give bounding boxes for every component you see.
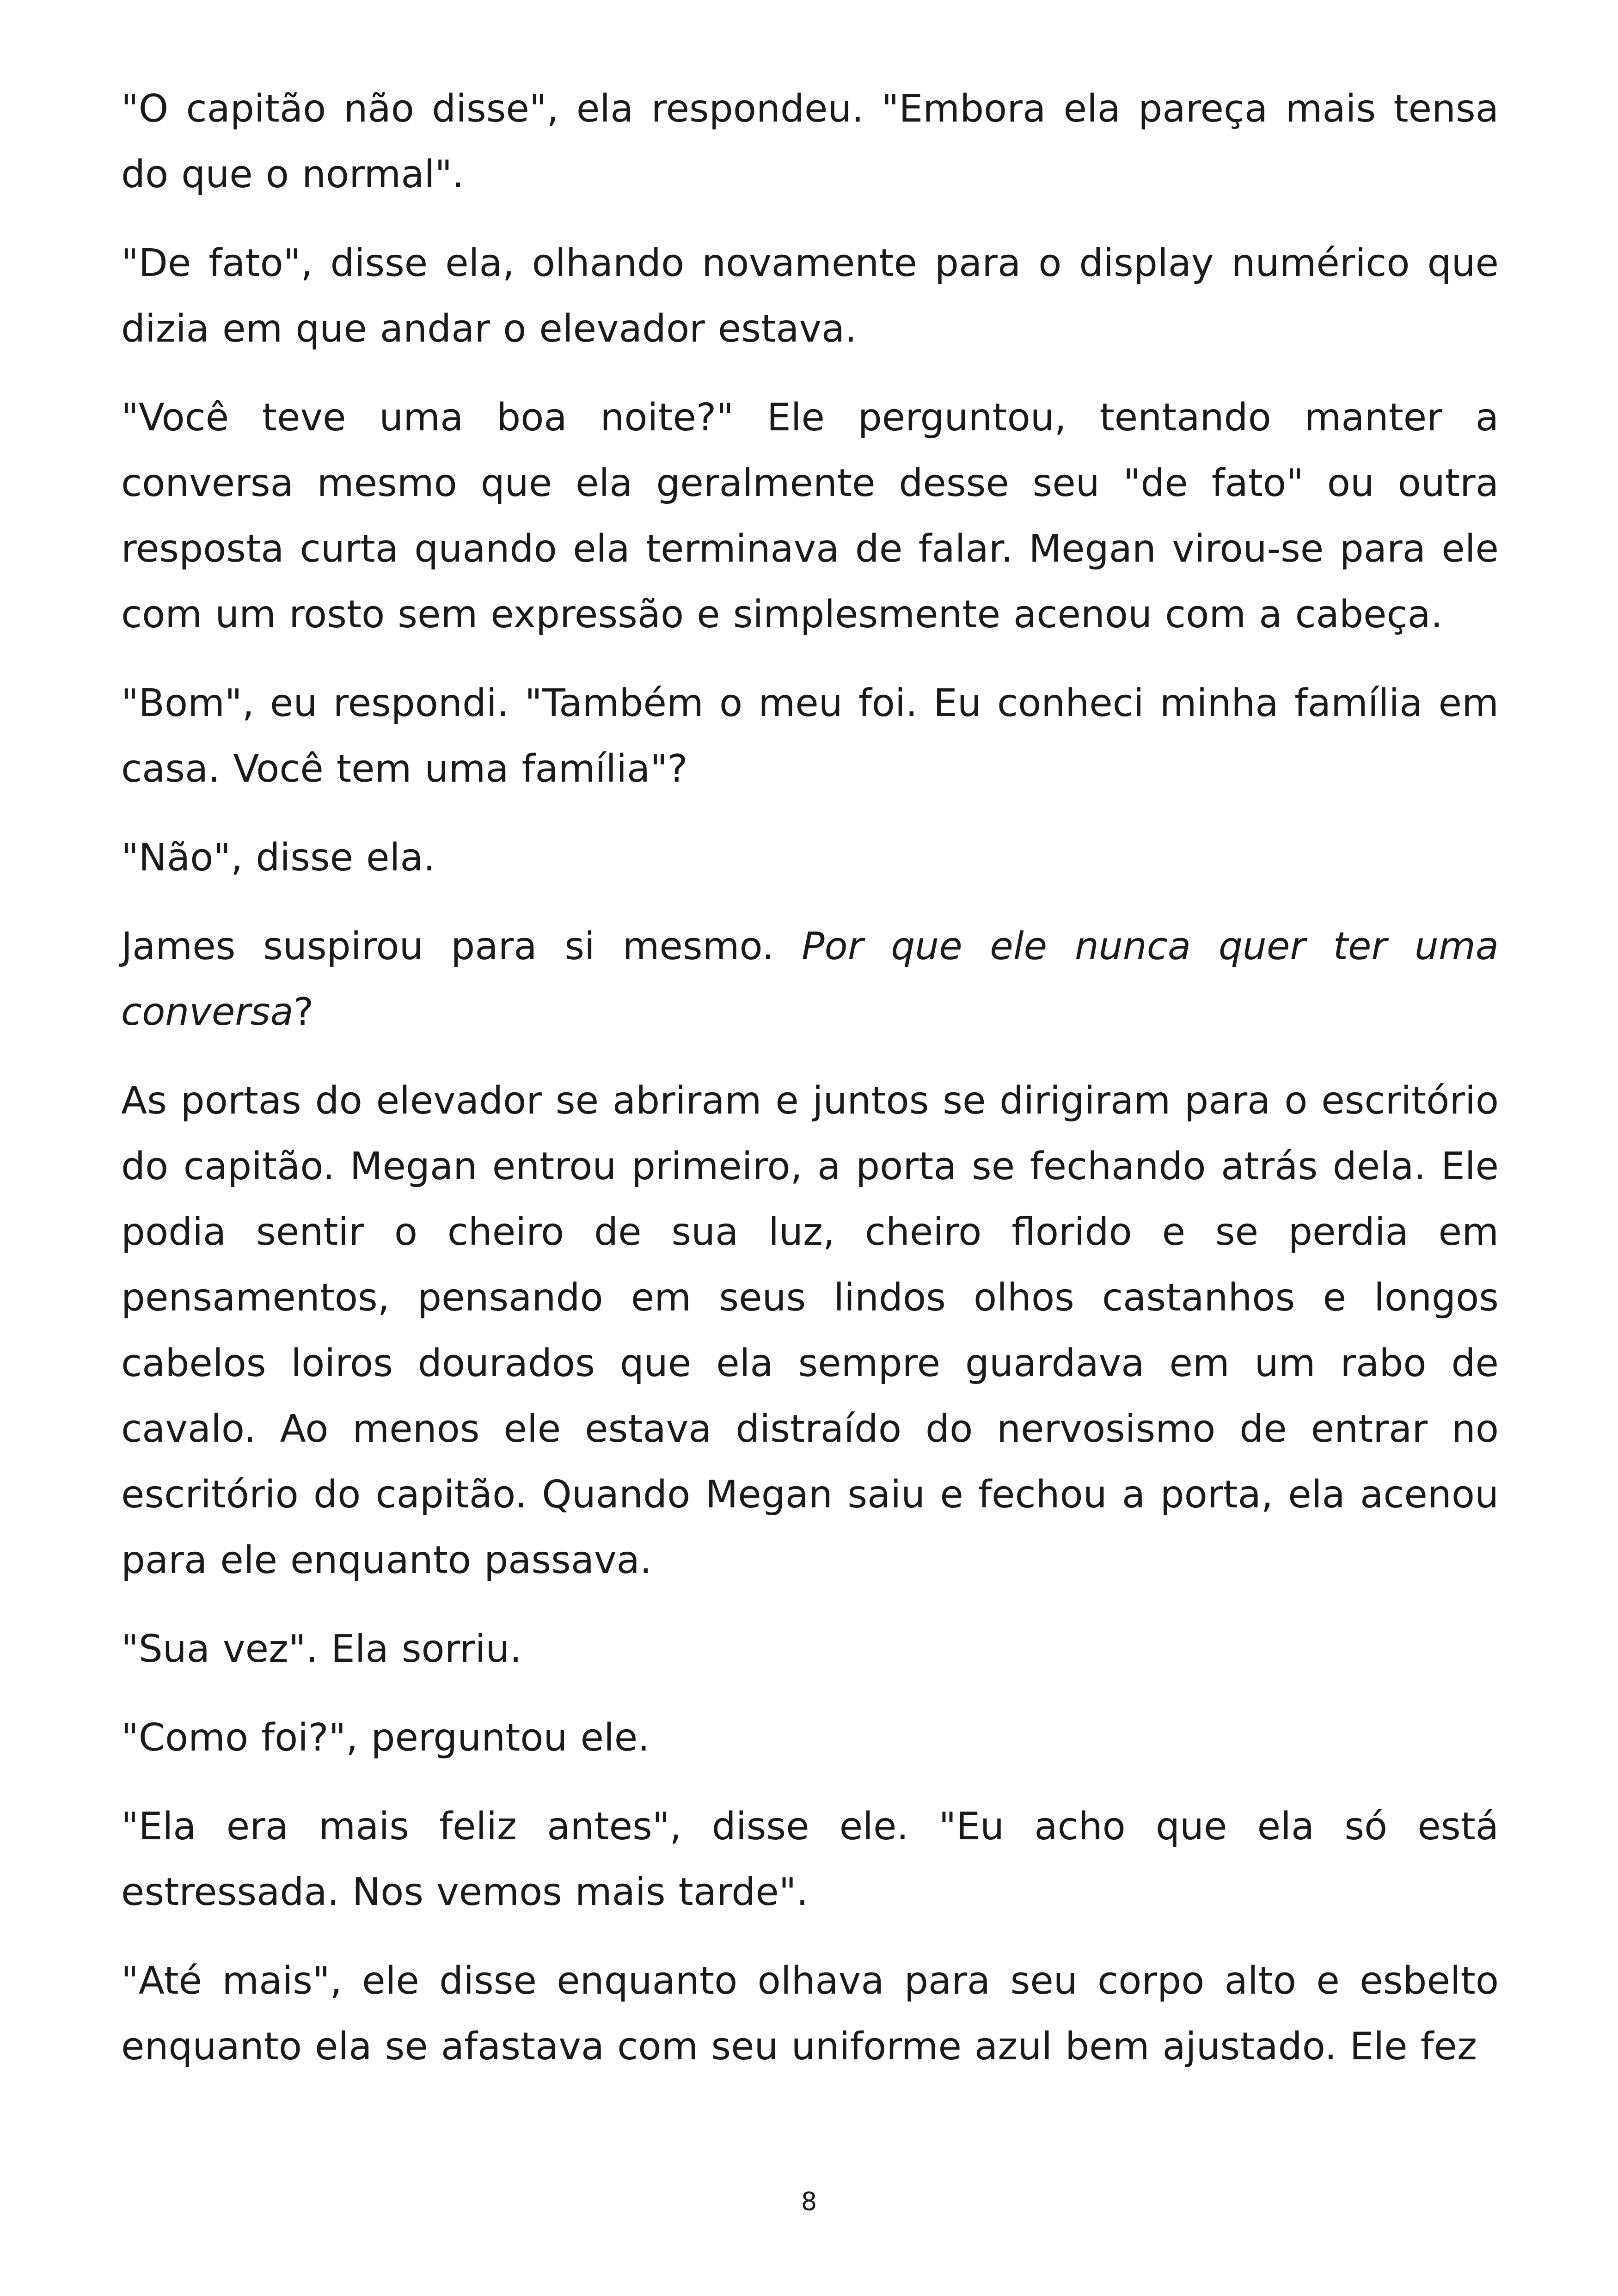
paragraph-text: ?	[293, 990, 314, 1034]
italic-thought: Por que ele nunca quer ter uma conversa	[121, 925, 1499, 1034]
paragraph	[121, 914, 1499, 1045]
paragraph: "Não", disse ela.	[121, 836, 435, 880]
paragraph-text: James suspirou para si mesmo.	[121, 925, 802, 968]
paragraph: "Sua vez". Ela sorriu.	[121, 1627, 522, 1671]
paragraph: As portas do elevador se abriram e juntos se dirigiram para o escritório do capitão. Megan entrou primeiro, a porta se fechando atrás dela. Ele podia sentir o cheiro de sua luz, cheiro florido e se perdia em pensamentos, pensando em seus lindos olhos castanhos e longos cabelos loiros dourados que ela sempre guardava em um rabo de cavalo. Ao menos ele estava distraído do nervosismo de entrar no escritório do capitão. Quando Megan saiu e fechou a porta, ela acenou para ele enquanto passava.	[121, 1079, 1499, 1582]
paragraph: "De fato", disse ela, olhando novamente para o display numérico que dizia em que andar o elevador estava.	[121, 241, 1499, 351]
paragraph: "Até mais", ele disse enquanto olhava para seu corpo alto e esbelto enquanto ela se afastava com seu uniforme azul bem ajustado. Ele fez	[121, 1959, 1499, 2069]
paragraph: "Você teve uma boa noite?" Ele perguntou, tentando manter a conversa mesmo que ela geralmente desse seu "de fato" ou outra resposta curta quando ela terminava de falar. Megan virou-se para ele com um rosto sem expressão e simplesmente acenou com a cabeça.	[121, 396, 1499, 637]
paragraph: "Bom", eu respondi. "Também o meu foi. Eu conheci minha família em casa. Você tem uma família"?	[121, 681, 1499, 791]
page-number: 8	[801, 2187, 817, 2216]
body-text	[121, 76, 1499, 2080]
paragraph: "O capitão não disse", ela respondeu. "Embora ela pareça mais tensa do que o normal".	[121, 87, 1499, 196]
paragraph: "Como foi?", perguntou ele.	[121, 1716, 650, 1760]
paragraph: "Ela era mais feliz antes", disse ele. "Eu acho que ela só está estressada. Nos vemos mais tarde".	[121, 1805, 1499, 1914]
